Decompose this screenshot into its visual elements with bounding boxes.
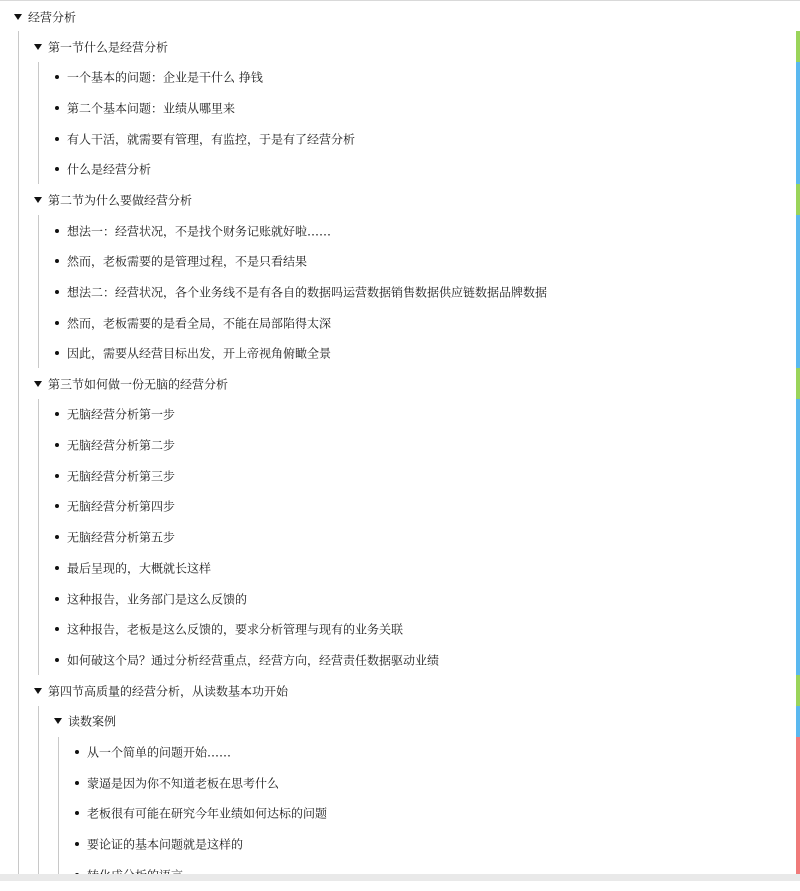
item-label: 无脑经营分析第二步 bbox=[67, 438, 176, 453]
indent-guide bbox=[58, 737, 59, 874]
node-label: 第二节为什么要做经营分析 bbox=[48, 193, 193, 208]
outline-item[interactable] bbox=[75, 768, 279, 798]
outline-item[interactable] bbox=[55, 645, 439, 675]
item-label: 这种报告，老板是这么反馈的，要求分析管理与现有的业务关联 bbox=[67, 622, 404, 637]
level-strip-blue bbox=[796, 62, 800, 184]
collapse-caret-icon[interactable] bbox=[14, 14, 22, 20]
item-label: 因此，需要从经营目标出发，开上帝视角俯瞰全景 bbox=[67, 346, 332, 361]
outline-item[interactable] bbox=[55, 277, 547, 307]
outline-item[interactable] bbox=[55, 124, 355, 154]
bottom-scroll-edge bbox=[0, 874, 800, 881]
outline-item[interactable] bbox=[55, 430, 175, 460]
node-label: 经营分析 bbox=[28, 10, 77, 25]
bullet-icon bbox=[55, 535, 59, 539]
item-label: 无脑经营分析第一步 bbox=[67, 407, 176, 422]
outline-item[interactable] bbox=[55, 584, 247, 614]
level-strip-green bbox=[796, 675, 800, 706]
item-label: 最后呈现的，大概就长这样 bbox=[67, 561, 212, 576]
item-label: 蒙逼是因为你不知道老板在思考什么 bbox=[87, 776, 280, 791]
indent-guide bbox=[38, 399, 39, 675]
node-label: 第三节如何做一份无脑的经营分析 bbox=[48, 377, 229, 392]
item-label: 然而，老板需要的是看全局，不能在局部陷得太深 bbox=[67, 316, 332, 331]
outline-item[interactable] bbox=[55, 553, 211, 583]
outline-node-subsection[interactable] bbox=[54, 706, 116, 736]
bullet-icon bbox=[55, 259, 59, 263]
level-strip-red bbox=[796, 737, 800, 874]
item-label: 无脑经营分析第三步 bbox=[67, 469, 176, 484]
bullet-icon bbox=[55, 229, 59, 233]
bullet-icon bbox=[75, 811, 79, 815]
outline-item[interactable] bbox=[55, 154, 151, 184]
bullet-icon bbox=[55, 412, 59, 416]
bullet-icon bbox=[55, 597, 59, 601]
indent-guide bbox=[38, 62, 39, 184]
indent-guide bbox=[38, 706, 39, 874]
outline-item[interactable] bbox=[55, 491, 175, 521]
outline-item[interactable] bbox=[55, 62, 263, 92]
outline-node-section[interactable] bbox=[34, 676, 288, 706]
outline-item[interactable] bbox=[55, 522, 175, 552]
bullet-icon bbox=[55, 443, 59, 447]
bullet-icon bbox=[55, 321, 59, 325]
item-label: 有人干活，就需要有管理，有监控，于是有了经营分析 bbox=[67, 132, 356, 147]
outline-item[interactable] bbox=[55, 614, 403, 644]
level-strip-blue bbox=[796, 215, 800, 368]
collapse-caret-icon[interactable] bbox=[34, 688, 42, 694]
bullet-icon bbox=[55, 290, 59, 294]
bullet-icon bbox=[55, 167, 59, 171]
collapse-caret-icon[interactable] bbox=[54, 718, 62, 724]
outline-item[interactable] bbox=[75, 798, 327, 828]
outline-node-section[interactable] bbox=[34, 185, 192, 215]
bullet-icon bbox=[75, 842, 79, 846]
node-label: 第一节什么是经营分析 bbox=[48, 40, 169, 55]
bullet-icon bbox=[55, 75, 59, 79]
outline-node-root[interactable] bbox=[14, 2, 76, 32]
bullet-icon bbox=[55, 627, 59, 631]
bullet-icon bbox=[55, 351, 59, 355]
outline-item[interactable] bbox=[55, 93, 235, 123]
level-strip-green bbox=[796, 368, 800, 399]
bullet-icon bbox=[55, 106, 59, 110]
outline-item[interactable] bbox=[55, 308, 331, 338]
outline-item[interactable] bbox=[55, 246, 307, 276]
level-strip-green bbox=[796, 184, 800, 215]
item-label: 然而，老板需要的是管理过程，不是只看结果 bbox=[67, 254, 308, 269]
level-strip-green bbox=[796, 31, 800, 62]
item-label: 这种报告，业务部门是这么反馈的 bbox=[67, 592, 248, 607]
bullet-icon bbox=[55, 504, 59, 508]
item-label: 一个基本的问题：企业是干什么 挣钱 bbox=[67, 70, 263, 85]
outline-node-section[interactable] bbox=[34, 369, 228, 399]
outline-item[interactable] bbox=[55, 399, 175, 429]
outline-item[interactable] bbox=[55, 338, 331, 368]
bullet-icon bbox=[55, 658, 59, 662]
indent-guide bbox=[18, 31, 19, 874]
collapse-caret-icon[interactable] bbox=[34, 44, 42, 50]
node-label: 读数案例 bbox=[68, 714, 117, 729]
item-label: 老板很有可能在研究今年业绩如何达标的问题 bbox=[87, 806, 328, 821]
item-label: 如何破这个局？通过分析经营重点，经营方向，经营责任数据驱动业绩 bbox=[67, 653, 440, 668]
collapse-caret-icon[interactable] bbox=[34, 381, 42, 387]
collapse-caret-icon[interactable] bbox=[34, 197, 42, 203]
bullet-icon bbox=[55, 137, 59, 141]
bullet-icon bbox=[75, 781, 79, 785]
item-label: 无脑经营分析第四步 bbox=[67, 499, 176, 514]
item-label: 想法一：经营状况，不是找个财务记账就好啦…… bbox=[67, 224, 332, 239]
item-label: 什么是经营分析 bbox=[67, 162, 152, 177]
item-label: 第二个基本问题：业绩从哪里来 bbox=[67, 101, 236, 116]
item-label: 无脑经营分析第五步 bbox=[67, 530, 176, 545]
outline-item[interactable] bbox=[55, 461, 175, 491]
level-strip-blue bbox=[796, 399, 800, 675]
outline-node-section[interactable] bbox=[34, 32, 168, 62]
indent-guide bbox=[38, 215, 39, 368]
node-label: 第四节高质量的经营分析，从读数基本功开始 bbox=[48, 684, 289, 699]
item-label: 要论证的基本问题就是这样的 bbox=[87, 837, 244, 852]
bullet-icon bbox=[55, 566, 59, 570]
bullet-icon bbox=[55, 474, 59, 478]
item-label: 想法二：经营状况，各个业务线不是有各自的数据吗运营数据销售数据供应链数据品牌数据 bbox=[67, 285, 548, 300]
top-border bbox=[0, 0, 800, 1]
level-strip-blue bbox=[796, 706, 800, 737]
outline-item[interactable] bbox=[55, 216, 331, 246]
outline-item[interactable] bbox=[75, 737, 231, 767]
bullet-icon bbox=[75, 750, 79, 754]
item-label: 从一个简单的问题开始…… bbox=[87, 745, 232, 760]
outline-item[interactable] bbox=[75, 829, 243, 859]
